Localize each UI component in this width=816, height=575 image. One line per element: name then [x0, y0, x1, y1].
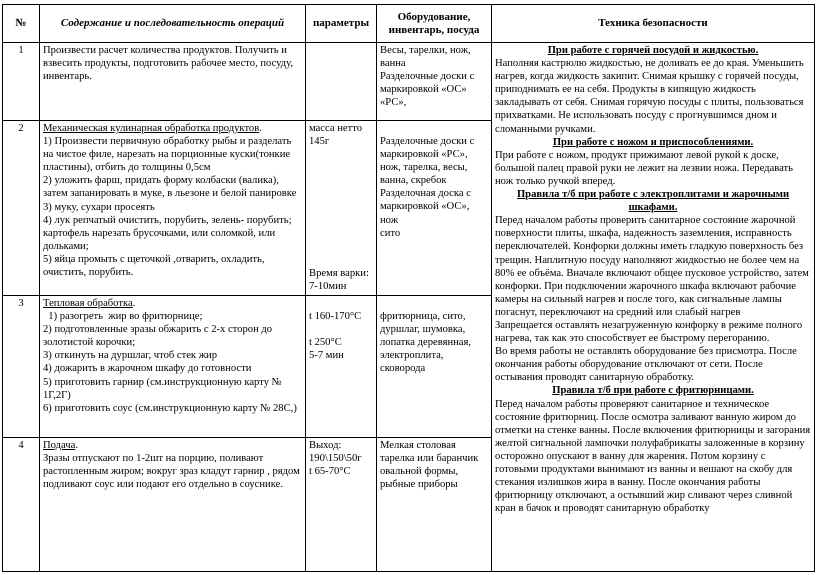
- row-equipment: [377, 296, 492, 438]
- row-equipment: [377, 121, 492, 296]
- safety-title-knife: При работе с ножом и приспособлениями.: [552, 136, 754, 148]
- row-number: 3: [3, 296, 40, 438]
- content-step: 2) подготовленные зразы обжарить с 2-х сторон до золотистой корочки;: [43, 324, 273, 349]
- safety-text-hot: Наполняя кастрюлю жидкостью, не доливать ее до края. Уменьшить нагрев, когда жидкость закипит. Снимая крышку с горячей посуды, приподнимать ее на себя. Продукты в кипящую жидкость закладывать от себя. Снимая горячую посуды с плиты, пользоваться прихватками. Не использовать посуду с прогнувшимся дном и сломанными ручками.: [495, 58, 804, 135]
- row-params: [306, 438, 377, 572]
- tech-card-table: [2, 4, 815, 572]
- content-step: 4) дожарить в жарочном шкафу до готовности: [43, 363, 252, 375]
- content-step: 6) приготовить соус (см.инструкционную карту № 28С,): [43, 402, 297, 414]
- row-number: 1: [3, 43, 40, 121]
- header-row: [3, 5, 815, 43]
- safety-text-stove-3: Во время работы не оставлять оборудование без присмотра. После окончания работы оборудование отключают от сети. После остывания проводят санитарную обработку.: [495, 346, 797, 384]
- param-text: масса нетто: [309, 123, 363, 134]
- row-content: [40, 296, 306, 438]
- header-content: Содержание и последовательность операций: [40, 5, 306, 43]
- content-step: 1) Произвести первичную обработку рыбы и разделать на чистое филе, нарезать на порционные куски(тонкие пластины), отбить до толщины 0,5см: [43, 136, 292, 174]
- header-safety: Техника безопасности: [492, 5, 815, 43]
- safety-text-stove-2: Запрещается оставлять незагруженную конфорку в режиме полного нагрева, так как это способствует ее быстрому перегоранию.: [495, 319, 803, 345]
- content-step: 3) муку, сухари просеять: [43, 201, 155, 213]
- header-equipment: Оборудование, инвентарь, посуда: [377, 5, 492, 43]
- param-text: Выход:: [309, 440, 342, 451]
- content-step: 3) откинуть на дуршлаг, чтоб стек жир: [43, 350, 218, 362]
- content-step: 5) яйца промыть с щеточкой ,отварить, охладить, очистить, порубить.: [43, 253, 265, 279]
- equipment-text: фритюрница, сито, дуршлаг, шумовка, лопатка деревянная, электроплита, сковорода: [380, 311, 472, 375]
- row-params: [306, 43, 377, 121]
- content-step: 4) лук репчатый очистить, порубить, зелень- порубить; картофель нарезать брусочками, или соломкой, или дольками;: [43, 214, 292, 252]
- safety-title-fryer: Правила т/б при работе с фритюрницами.: [552, 385, 754, 397]
- safety-text-stove: Перед началом работы проверить санитарное состояние жарочной поверхности плиты, шкафа, надежность заземления, исправность переключателей. Конфорки должны иметь гладкую поверхность без трещин. Наплитную посуду наполняют жидкостью не более чем на 80% ее объёма. Вначале включают общее пусковое устройство, затем конфорки. При подключении жарочного шкафа включают рабочие камеры на сильный нагрев и после того, как сигнальные лампы погаснут, переключают на средний или слабый нагрев: [495, 215, 809, 318]
- row-equipment: [377, 43, 492, 121]
- equipment-text: Разделочные доски с маркировкой «ОС» «РС»,: [380, 71, 475, 109]
- content-step: 1) разогреть жир во фритюрнице;: [43, 311, 203, 323]
- equipment-text: Разделочные доски с маркировкой «РС», нож, тарелка, весы, ванна, скребок: [380, 136, 475, 187]
- param-text: t 250°C: [309, 337, 342, 349]
- row-content: [40, 43, 306, 121]
- row-equipment: [377, 438, 492, 572]
- section-title-suffix: .: [75, 440, 78, 451]
- content-text: Зразы отпускают по 1-2шт на порцию, поливают растопленным жиром; вокруг зраз кладут гарнир , рядом подливают соус или подают его отдельно в соуснике.: [43, 453, 300, 491]
- row-number: 4: [3, 438, 40, 572]
- param-text: 190\150\50г: [309, 453, 362, 465]
- safety-title-hot: При работе с горячей посудой и жидкостью.: [547, 45, 759, 56]
- section-title: Подача: [43, 440, 76, 451]
- param-text: 145г: [309, 136, 330, 148]
- row-params: [306, 121, 377, 296]
- content-text: Произвести расчет количества продуктов. Получить и взвесить продукты, подготовить рабочее место, посуду, инвентарь.: [43, 45, 294, 83]
- section-title: Механическая кулинарная обработка продуктов: [43, 123, 260, 134]
- table-row: [3, 43, 815, 121]
- safety-cell: [492, 43, 815, 572]
- param-text: Время варки:: [309, 267, 369, 279]
- header-num: №: [3, 5, 40, 43]
- row-content: [40, 121, 306, 296]
- section-title-suffix: .: [132, 298, 136, 309]
- param-text: 5-7 мин: [309, 350, 344, 362]
- content-step: 5) приготовить гарнир (см.инструкционную карту № 1Г,2Г): [43, 376, 282, 401]
- equipment-text: Мелкая столовая тарелка или баранчик овальной формы, рыбные приборы: [380, 440, 479, 491]
- safety-text-fryer: Перед началом работы проверяют санитарное и техническое состояние фритюрниц. После осмотра заливают ванную жиром до отметки на стенке ванны. После включения фритюрницы и загорания желтой сигнальной лампочки полуфабрикаты заложенные в корзину осторожно опускают в ванну для жарения. Потом корзину с готовыми продуктами вынимают из ванны и вешают на скобу для стекания излишков жира в ванну. После окончания работы фритюрницу отключают, а остывший жир сливают через сливной кран в бачок и проводят санитарную обработку: [495, 398, 811, 515]
- safety-title-stove: Правила т/б при работе с электроплитами и жарочными шкафами.: [516, 189, 790, 214]
- row-content: [40, 438, 306, 572]
- header-params: параметры: [306, 5, 377, 43]
- param-text: 7-10мин: [309, 280, 347, 292]
- safety-text-knife: При работе с ножом, продукт прижимают левой рукой к доске, большой палец правой руки не лежит на лезвии ножа. Передавать нож только ручкой вперед.: [495, 149, 794, 187]
- section-title-suffix: .: [259, 123, 262, 134]
- equipment-text: Разделочная доска с маркировкой «ОС», нож: [380, 188, 471, 226]
- row-params: [306, 296, 377, 438]
- content-step: 2) уложить фарш, придать форму колбаски (валика), затем запанировать в муке, в льезоне и белой панировке: [43, 175, 297, 200]
- equipment-text: сито: [380, 227, 401, 239]
- row-number: 2: [3, 121, 40, 296]
- equipment-text: Весы, тарелки, нож, ванна: [380, 45, 471, 70]
- section-title: Тепловая обработка: [43, 298, 133, 309]
- param-text: t 160-170°C: [309, 311, 362, 322]
- param-text: t 65-70°C: [309, 466, 351, 478]
